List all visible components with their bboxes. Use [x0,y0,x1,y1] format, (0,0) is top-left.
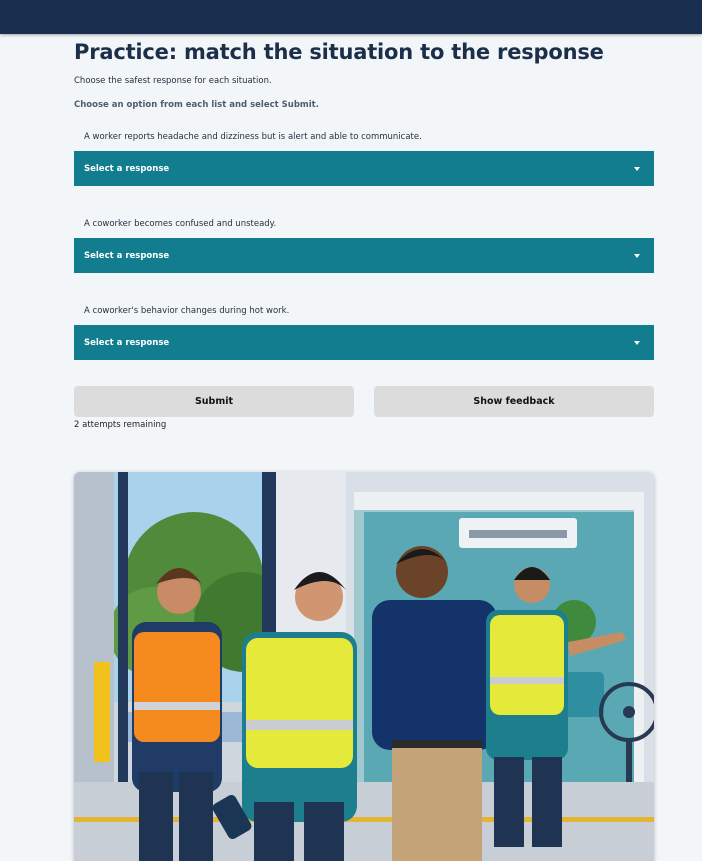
top-nav-bar [0,0,702,34]
question-2-text: A coworker becomes confused and unsteady. [84,219,277,229]
caret-down-icon [634,254,640,258]
attempts-remaining: 2 attempts remaining [74,420,167,430]
illustration-svg [74,472,654,861]
intro-text: Choose the safest response for each situation. [74,76,272,86]
response-select-3[interactable] [74,325,654,360]
question-1-text: A worker reports headache and dizziness but is alert and able to communicate. [84,132,422,142]
select-3-value: Select a response [84,337,170,348]
workplace-heat-illness-illustration [74,472,654,861]
select-1-value: Select a response [84,163,170,174]
instruction-text: Choose an option from each list and select Submit. [74,100,319,110]
submit-button[interactable]: Submit [74,386,354,417]
question-3-text: A coworker's behavior changes during hot work. [84,306,290,316]
page-title: Practice: match the situation to the response [74,40,604,64]
select-2-value: Select a response [84,250,170,261]
caret-down-icon [634,341,640,345]
response-select-2[interactable] [74,238,654,273]
response-select-1[interactable] [74,151,654,186]
question-2 [74,219,654,273]
action-buttons [74,386,654,417]
show-feedback-button[interactable]: Show feedback [374,386,654,417]
activity-content [74,38,654,430]
caret-down-icon [634,167,640,171]
question-3 [74,306,654,360]
question-1 [74,132,654,186]
